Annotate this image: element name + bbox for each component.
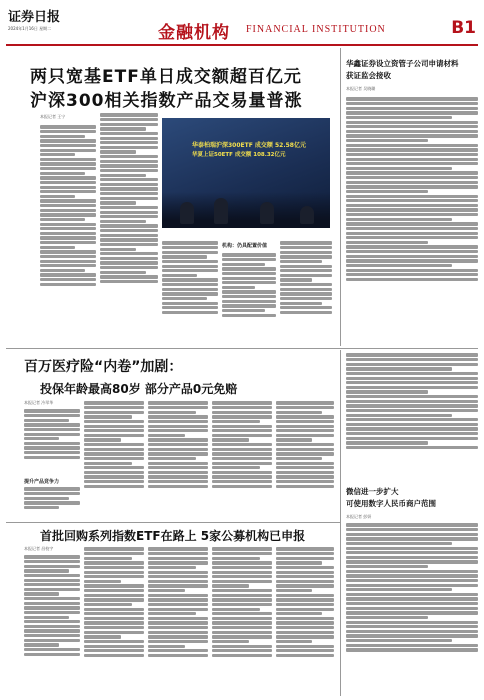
lead-column-3 xyxy=(162,240,218,342)
photo-person-silhouette xyxy=(260,202,274,224)
section-title: 金融机构 xyxy=(158,23,230,43)
story-2-column-5 xyxy=(276,400,334,518)
story-3-column-1 xyxy=(24,554,80,694)
lead-column-5 xyxy=(280,240,332,342)
side-story-2-body xyxy=(346,522,478,694)
side-story-1-continued xyxy=(346,352,478,480)
photo-person-silhouette xyxy=(300,206,314,224)
story-3-byline: 本报记者 昌校宇 xyxy=(24,546,54,551)
story-3-column-5 xyxy=(276,546,334,694)
column-divider xyxy=(340,350,341,696)
story-2-byline: 本报记者 冷翠华 xyxy=(24,400,54,405)
side-story-1-body xyxy=(346,96,478,342)
photo-person-silhouette xyxy=(214,198,228,224)
story-3-column-4 xyxy=(212,546,272,694)
side-story-1-title-line2: 获证监会接收 xyxy=(346,71,391,80)
lead-headline-line2: 沪深300相关指数产品交易量普涨 xyxy=(30,91,303,111)
section-title-english: FINANCIAL INSTITUTION xyxy=(246,24,386,35)
side-story-1-byline: 本报记者 吴晓璐 xyxy=(346,86,376,91)
side-story-2-title-line1: 微信进一步扩大 xyxy=(346,487,399,496)
lead-byline: 本报记者 王宁 xyxy=(40,114,66,119)
issue-date: 2024年1月16日 星期二 xyxy=(8,26,52,31)
page-number: B1 xyxy=(451,18,476,38)
section-divider xyxy=(6,348,478,349)
story-2-subhead: 提升产品竞争力 xyxy=(24,479,60,485)
column-divider xyxy=(340,48,341,346)
newspaper-name: 证券日报 xyxy=(8,10,61,25)
story-2-column-3 xyxy=(148,400,208,518)
photo-screen-text-2: 华夏上证50ETF 成交额 108.32亿元 xyxy=(192,152,286,158)
masthead xyxy=(6,4,478,46)
story-3-column-3 xyxy=(148,546,208,694)
story-2-headline-line1: 百万医疗险“内卷”加剧： xyxy=(24,359,183,375)
story-2-headline-line2: 投保年龄最高80岁 部分产品0元免赔 xyxy=(40,382,238,396)
story-2-column-2 xyxy=(84,400,144,518)
photo-person-silhouette xyxy=(180,202,194,224)
lead-column-4 xyxy=(222,252,276,342)
photo-screen-text-1: 华泰柏瑞沪深300ETF 成交额 52.58亿元 xyxy=(192,142,306,149)
lead-subhead: 机构：仍具配置价值 xyxy=(222,243,268,249)
side-story-2-title-line2: 可使用数字人民币商户范围 xyxy=(346,499,436,508)
side-story-2-byline: 本报记者 彭妍 xyxy=(346,514,372,519)
section-divider xyxy=(6,522,340,523)
story-2-column-1 xyxy=(24,408,80,476)
lead-column-1 xyxy=(40,124,96,342)
story-3-column-2 xyxy=(84,546,144,694)
side-story-1-title-line1: 华鑫证券设立资管子公司申请材料 xyxy=(346,59,459,68)
story-2-column-4 xyxy=(212,400,272,518)
lead-column-2 xyxy=(100,112,158,342)
story-2-column-1b xyxy=(24,486,80,518)
story-3-headline: 首批回购系列指数ETF在路上 5家公募机构已申报 xyxy=(40,529,306,543)
lead-headline-line1: 两只宽基ETF单日成交额超百亿元 xyxy=(30,67,302,87)
exchange-screen-photo xyxy=(162,118,330,228)
